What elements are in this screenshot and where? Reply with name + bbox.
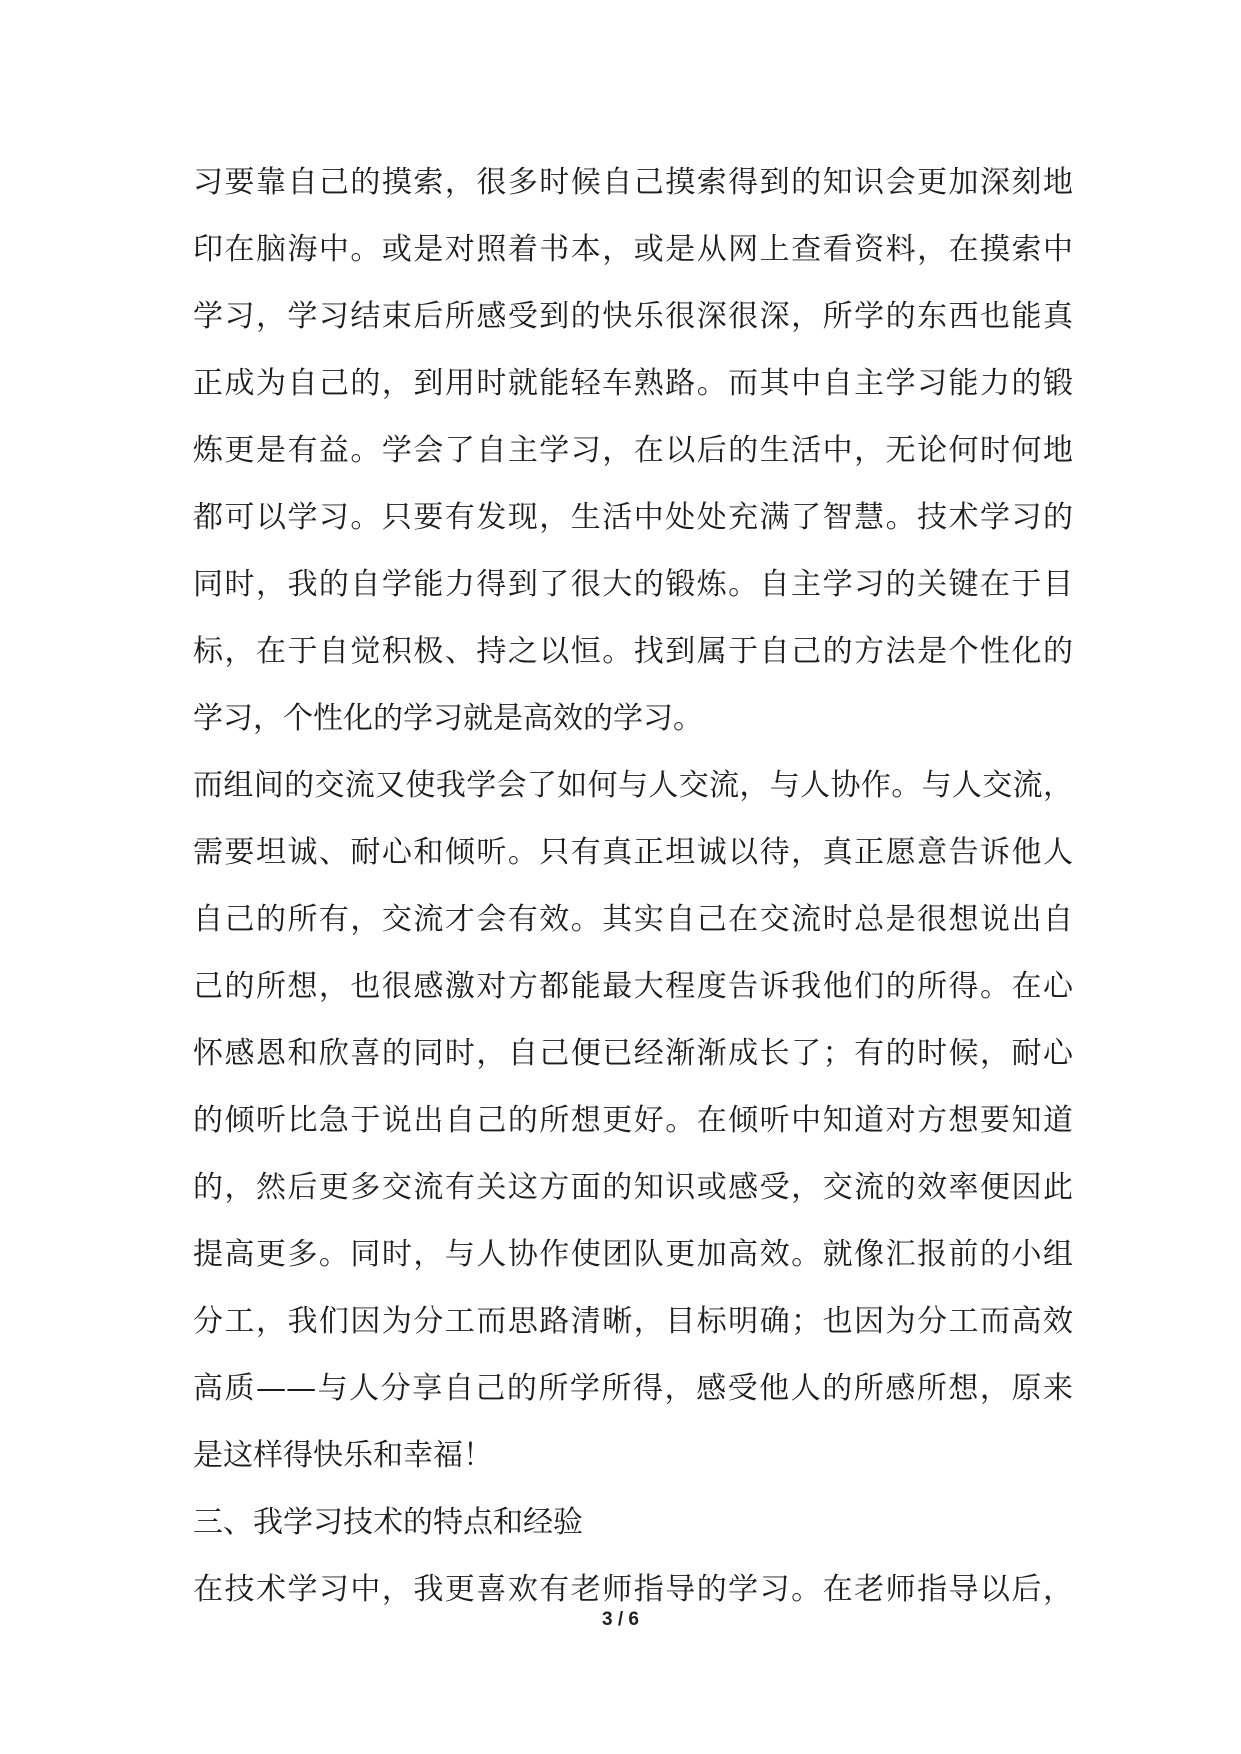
text-line: 炼更是有益。学会了自主学习，在以后的生活中，无论何时何地 <box>193 433 1073 468</box>
text-line: 自己的所有，交流才会有效。其实自己在交流时总是很想说出自 <box>193 902 1073 937</box>
section-heading: 三、我学习技术的特点和经验 <box>193 1505 583 1540</box>
text-line: 高质——与人分享自己的所学所得，感受他人的所感所想，原来 <box>193 1371 1073 1406</box>
text-line: 印在脑海中。或是对照着书本，或是从网上查看资料，在摸索中 <box>193 232 1073 267</box>
text-line: 怀感恩和欣喜的同时，自己便已经渐渐成长了；有的时候，耐心 <box>193 1036 1073 1071</box>
text-line: 的，然后更多交流有关这方面的知识或感受，交流的效率便因此 <box>193 1170 1073 1205</box>
text-line: 习要靠自己的摸索，很多时候自己摸索得到的知识会更加深刻地 <box>193 165 1073 200</box>
text-line: 需要坦诚、耐心和倾听。只有真正坦诚以待，真正愿意告诉他人 <box>193 835 1073 870</box>
text-line: 学习，个性化的学习就是高效的学习。 <box>193 701 703 736</box>
text-line: 在技术学习中，我更喜欢有老师指导的学习。在老师指导以后， <box>193 1572 1073 1607</box>
text-line: 是这样得快乐和幸福！ <box>193 1438 493 1473</box>
text-line: 分工，我们因为分工而思路清晰，目标明确；也因为分工而高效 <box>193 1304 1073 1339</box>
text-line: 学习，学习结束后所感受到的快乐很深很深，所学的东西也能真 <box>193 299 1073 334</box>
text-line: 己的所想，也很感激对方都能最大程度告诉我他们的所得。在心 <box>193 969 1073 1004</box>
text-line: 提高更多。同时，与人协作使团队更加高效。就像汇报前的小组 <box>193 1237 1073 1272</box>
page-number: 3 / 6 <box>602 1609 639 1630</box>
text-line: 标，在于自觉积极、持之以恒。找到属于自己的方法是个性化的 <box>193 634 1073 669</box>
text-line: 都可以学习。只要有发现，生活中处处充满了智慧。技术学习的 <box>193 500 1073 535</box>
text-line: 同时，我的自学能力得到了很大的锻炼。自主学习的关键在于目 <box>193 567 1073 602</box>
text-line: 的倾听比急于说出自己的所想更好。在倾听中知道对方想要知道 <box>193 1103 1073 1138</box>
text-line: 正成为自己的，到用时就能轻车熟路。而其中自主学习能力的锻 <box>193 366 1073 401</box>
text-line: 而组间的交流又使我学会了如何与人交流，与人协作。与人交流， <box>193 768 1073 803</box>
